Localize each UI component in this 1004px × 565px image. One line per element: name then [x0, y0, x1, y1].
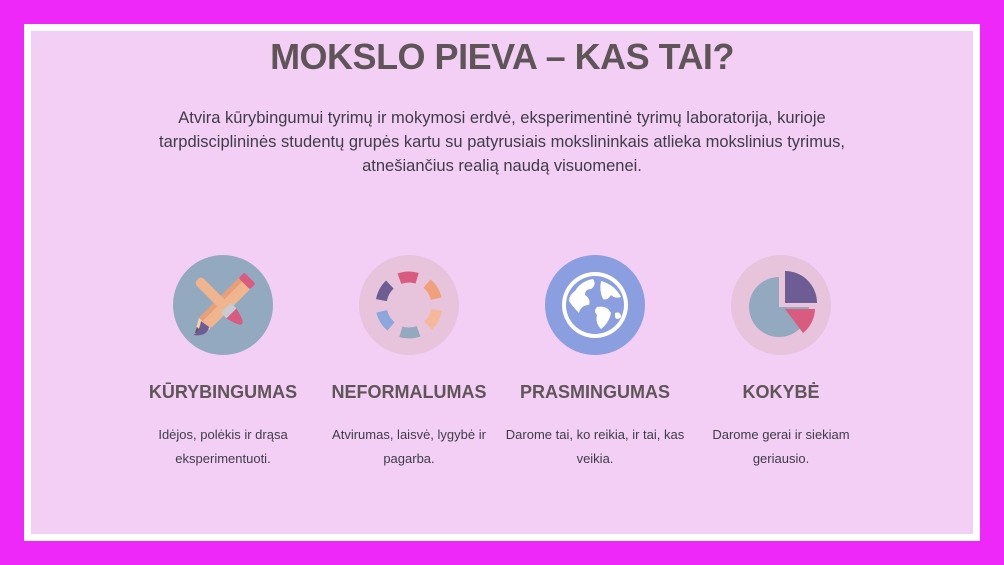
globe-icon: [545, 255, 645, 355]
feature-quality: [686, 255, 876, 471]
feature-description: Idėjos, polėkis ir drąsa eksperimentuoti.: [158, 427, 288, 466]
pencil-brush-icon: [173, 255, 273, 355]
feature-meaningfulness: [500, 255, 690, 471]
feature-title: KŪRYBINGUMAS: [148, 382, 298, 402]
intro-paragraph: Atvira kūrybingumui tyrimų ir mokymosi erdvė, eksperimentinė tyrimų laboratorija, kurioje tarpdisciplininės studentų grupės kartu su patyrusiais mokslininkais atlieka mokslinius tyrimus, atnešiančius realią naudą visuomenei.: [159, 109, 845, 175]
feature-title: KOKYBĖ: [742, 382, 820, 402]
feature-creativity: [128, 255, 318, 471]
feature-description: Atvirumas, laisvė, lygybė ir pagarba.: [332, 427, 486, 466]
feature-description: Darome gerai ir siekiam geriausio.: [712, 427, 850, 466]
feature-informality: [314, 255, 504, 471]
feature-title: PRASMINGUMAS: [519, 382, 670, 402]
feature-title: NEFORMALUMAS: [331, 382, 487, 402]
pie-chart-icon: [731, 255, 831, 355]
page-title: MOKSLO PIEVA – KAS TAI?: [270, 36, 734, 77]
feature-description: Darome tai, ko reikia, ir tai, kas veikia.: [505, 427, 685, 466]
color-wheel-icon: [359, 255, 459, 355]
